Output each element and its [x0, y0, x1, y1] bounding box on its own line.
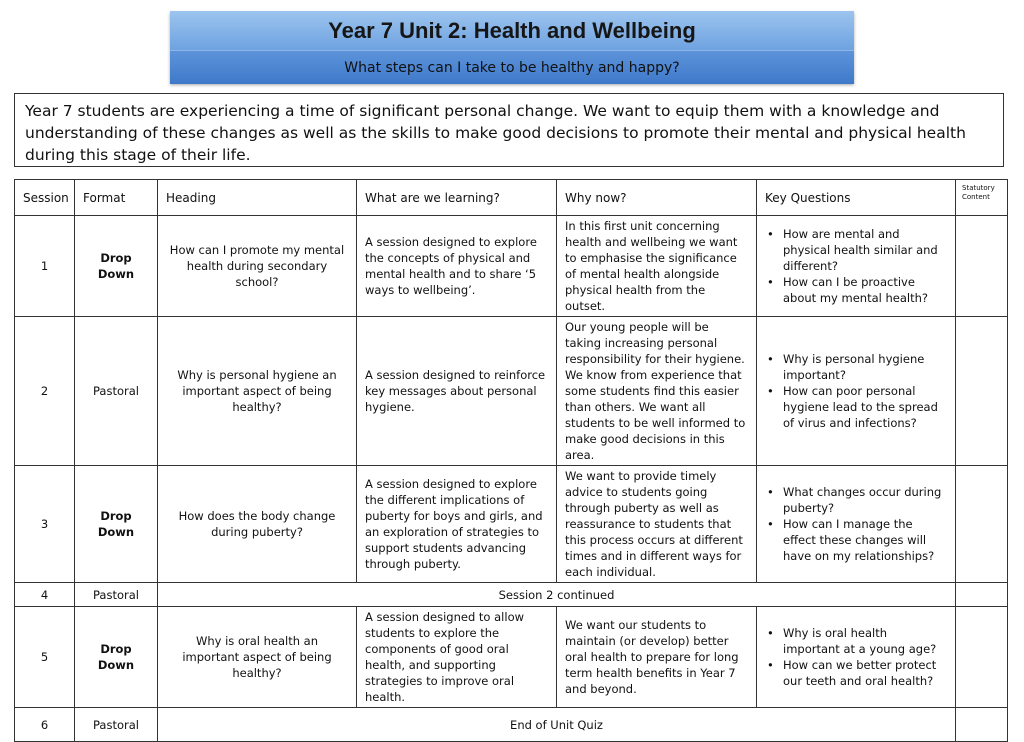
key-question: • How are mental and physical health similar and different? — [783, 226, 947, 274]
table-row — [15, 708, 1008, 742]
session-heading: Why is personal hygiene an important aspect of being healthy? — [158, 317, 357, 466]
session-merged-note: Session 2 continued — [158, 583, 956, 607]
statutory-cell — [956, 216, 1008, 317]
key-question: • How can I manage the effect these changes will have on my relationships? — [783, 516, 947, 564]
key-question: • How can poor personal hygiene lead to the spread of virus and infections? — [783, 383, 947, 431]
key-question: • What changes occur during puberty? — [783, 484, 947, 516]
session-heading: How can I promote my mental health during secondary school? — [158, 216, 357, 317]
session-number: 6 — [15, 708, 75, 742]
session-format: Drop Down — [75, 607, 158, 708]
session-key-questions — [757, 216, 956, 317]
statutory-cell — [956, 466, 1008, 583]
session-format: Pastoral — [75, 317, 158, 466]
session-learning: A session designed to allow students to explore the components of good oral health, and supporting strategies to improve oral health. — [357, 607, 557, 708]
col-header-session: Session — [15, 180, 75, 216]
col-header-why-now: Why now? — [557, 180, 757, 216]
session-why-now: Our young people will be taking increasing personal responsibility for their hygiene. We know from experience that some students find this easier than others. We want all students to be well informed to make good decisions in this area. — [557, 317, 757, 466]
session-format: Drop Down — [75, 216, 158, 317]
session-number: 2 — [15, 317, 75, 466]
statutory-cell — [956, 607, 1008, 708]
session-why-now: We want to provide timely advice to students going through puberty as well as reassurance to students that this process occurs at different times and in different ways for each individual. — [557, 466, 757, 583]
table-row — [15, 317, 1008, 466]
table-row — [15, 466, 1008, 583]
key-question: • Why is personal hygiene important? — [783, 351, 947, 383]
col-header-key-questions: Key Questions — [757, 180, 956, 216]
session-heading: Why is oral health an important aspect of being healthy? — [158, 607, 357, 708]
session-format: Pastoral — [75, 583, 158, 607]
session-number: 1 — [15, 216, 75, 317]
session-number: 4 — [15, 583, 75, 607]
page-subtitle: What steps can I take to be healthy and happy? — [344, 59, 680, 76]
session-why-now: We want our students to maintain (or develop) better oral health to prepare for long term health benefits in Year 7 and beyond. — [557, 607, 757, 708]
banner-title-bar — [170, 11, 854, 50]
table-header-row — [15, 180, 1008, 216]
session-learning: A session designed to explore the concepts of physical and mental health and to share ‘5 ways to wellbeing’. — [357, 216, 557, 317]
session-format: Drop Down — [75, 466, 158, 583]
statutory-cell — [956, 708, 1008, 742]
session-format: Pastoral — [75, 708, 158, 742]
session-number: 5 — [15, 607, 75, 708]
key-question: • How can I be proactive about my mental health? — [783, 274, 947, 306]
key-question: • How can we better protect our teeth and oral health? — [783, 657, 947, 689]
session-key-questions — [757, 317, 956, 466]
session-learning: A session designed to reinforce key messages about personal hygiene. — [357, 317, 557, 466]
table-row — [15, 607, 1008, 708]
col-header-format: Format — [75, 180, 158, 216]
session-heading: How does the body change during puberty? — [158, 466, 357, 583]
statutory-cell — [956, 317, 1008, 466]
page-title: Year 7 Unit 2: Health and Wellbeing — [328, 17, 696, 43]
session-merged-note: End of Unit Quiz — [158, 708, 956, 742]
lesson-plan-table — [14, 179, 1008, 742]
banner-subtitle-bar — [170, 50, 854, 84]
table-row — [15, 216, 1008, 317]
table-row — [15, 583, 1008, 607]
key-question: • Why is oral health important at a young age? — [783, 625, 947, 657]
col-header-heading: Heading — [158, 180, 357, 216]
session-learning: A session designed to explore the different implications of puberty for boys and girls, and an exploration of strategies to support students advancing through puberty. — [357, 466, 557, 583]
session-number: 3 — [15, 466, 75, 583]
session-key-questions — [757, 607, 956, 708]
session-key-questions — [757, 466, 956, 583]
intro-text: Year 7 students are experiencing a time of significant personal change. We want to equip them with a knowledge and understanding of these changes as well as the skills to make good decisions to promote their mental and physical health during this stage of their life. — [14, 93, 1004, 167]
unit-banner — [170, 11, 854, 83]
col-header-statutory: Statutory Content — [956, 180, 1008, 216]
statutory-cell — [956, 583, 1008, 607]
session-why-now: In this first unit concerning health and wellbeing we want to emphasise the significance of mental health alongside physical health from the outset. — [557, 216, 757, 317]
col-header-learning: What are we learning? — [357, 180, 557, 216]
